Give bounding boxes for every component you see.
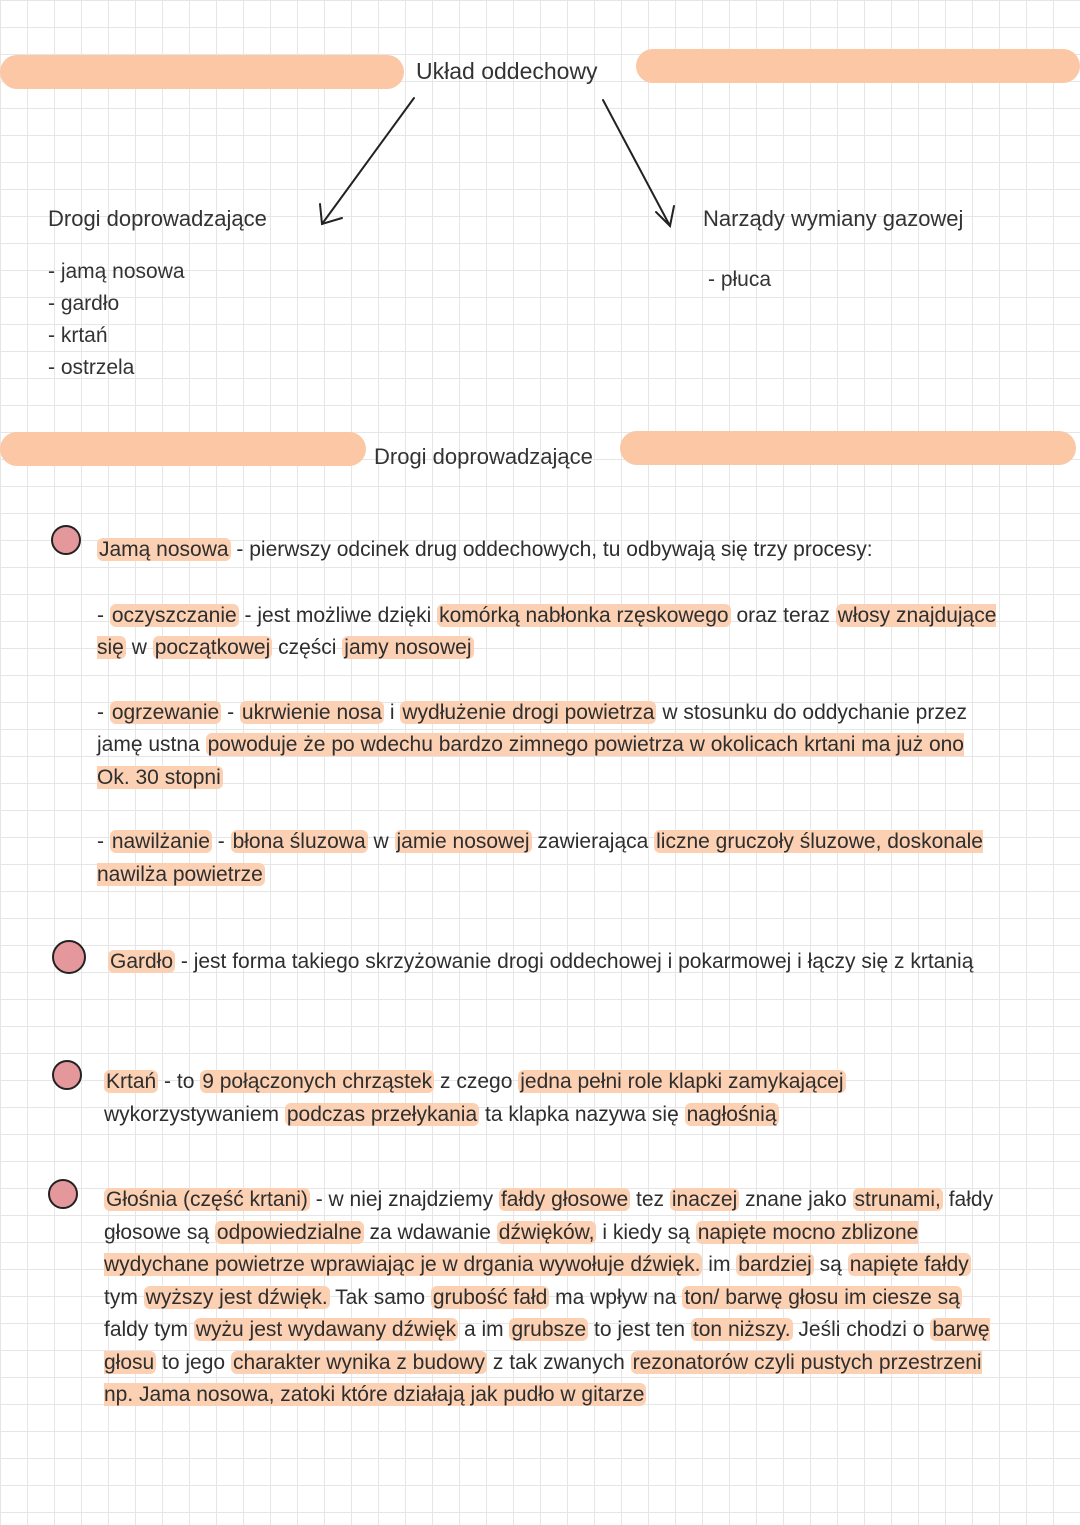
page-title: Układ oddechowy (416, 58, 598, 84)
bullet-dot (48, 1179, 78, 1209)
right-branch-list (708, 264, 771, 296)
right-branch-heading: Narządy wymiany gazowej (703, 206, 964, 231)
arrow-right-icon (603, 100, 674, 226)
list-item: - jamą nosowa (48, 260, 185, 283)
section-title: Drogi doprowadzające (374, 444, 593, 469)
list-item: - krtań (48, 324, 108, 347)
term-highlight: Głośnia (część krtani) (106, 1188, 308, 1211)
section-bar-right (620, 431, 1076, 465)
term-highlight: Gardło (110, 950, 174, 973)
nose-humidifying: - nawilżanie - błona śluzowa w jamie nosowej zawierająca liczne gruczoły śluzowe, doskonale nawilża powietrze (97, 830, 983, 886)
list-item: - płuca (708, 268, 772, 291)
nose-section (97, 534, 997, 923)
bullet-dot (52, 940, 86, 974)
list-item: - ostrzela (48, 356, 135, 379)
term-highlight: Jamą nosowa (99, 538, 229, 561)
nose-intro: Jamą nosowa - pierwszy odcinek drug oddechowych, tu odbywają się trzy procesy: (99, 538, 873, 561)
left-branch-heading: Drogi doprowadzające (48, 206, 267, 231)
throat-section: Gardło - jest forma takiego skrzyżowanie drogi oddechowej i pokarmowej i łączy się z krtanią (110, 950, 974, 973)
term-highlight: Krtań (106, 1070, 157, 1093)
left-branch-list (48, 256, 185, 384)
list-item: - gardło (48, 292, 120, 315)
larynx-section: Krtań - to 9 połączonych chrząstek z czego jedna pełni role klapki zamykającej wykorzystywaniem podczas przełykania ta klapka nazywa się nagłośnią (104, 1070, 844, 1126)
nose-cleaning: - oczyszczanie - jest możliwe dzięki komórką nabłonka rzęskowego oraz teraz włosy znajdujące się w początkowej części jamy nosowej (97, 603, 997, 659)
bullet-dot (52, 1060, 82, 1090)
arrow-left-icon (320, 98, 414, 224)
nose-warming: - ogrzewanie - ukrwienie nosa i wydłużenie drogi powietrza w stosunku do oddychanie przez jamę ustna powoduje że po wdechu bardzo zimnego powietrza w okolicach krtani ma już ono Ok. 30 stopni (97, 700, 968, 789)
glottis-section: Głośnia (część krtani) - w niej znajdziemy fałdy głosowe tez inaczej znane jako strunami, fałdy głosowe są odpowiedzialne za wdawanie dźwięków, i kiedy są napięte mocno zblizone wydychane powietrze wprawiając je w drgania wywołuje dźwięk. im bardziej są napięte fałdy tym wyższy jest dźwięk. Tak samo grubość fałd ma wpływ na ton/ barwę głosu im ciesze są faldy tym wyżu jest wydawany dźwięk a im grubsze to jest ten ton niższy. Jeśli chodzi o barwę głosu to jego charakter wynika z budowy z tak zwanych rezonatorów czyli pustych przestrzeni np. Jama nosowa, zatoki które działają jak pudło w gitarze (104, 1188, 994, 1406)
section-bar-left (0, 432, 366, 466)
bullet-dot (51, 525, 81, 555)
